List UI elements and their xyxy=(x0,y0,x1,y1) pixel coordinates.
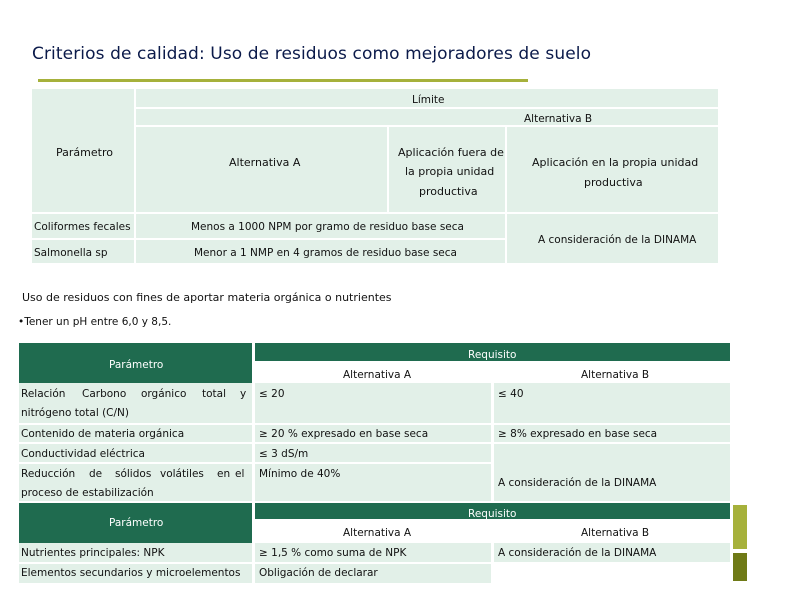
t2-row1-param-line2: nitrógeno total (C/N) xyxy=(21,407,130,419)
t3-row1-param: Nutrientes principales: NPK xyxy=(21,547,165,559)
t2-row1-word: Carbono xyxy=(82,388,127,400)
t1-aplic-fuera-line1: Aplicación fuera de xyxy=(398,146,504,159)
t2-row4-word: sólidos xyxy=(115,468,152,480)
t2-row4-a: Mínimo de 40% xyxy=(259,468,341,480)
t2-row1-b-cell xyxy=(494,383,730,423)
t3-alt-b: Alternativa B xyxy=(581,527,650,539)
t2-row3-a: ≤ 3 dS/m xyxy=(259,448,309,460)
t2-row4-b: A consideración de la DINAMA xyxy=(498,477,657,489)
page-title: Criterios de calidad: Uso de residuos como mejoradores de suelo xyxy=(32,44,592,64)
t1-row1-param: Coliformes fecales xyxy=(34,221,131,233)
t2-row1-b: ≤ 40 xyxy=(498,388,524,400)
t2-row1-a: ≤ 20 xyxy=(259,388,285,400)
t3-subheader-bg xyxy=(255,519,730,543)
t2-row2-b: ≥ 8% expresado en base seca xyxy=(498,428,658,440)
t1-altb-cell xyxy=(136,109,718,125)
t1-alternativa-b: Alternativa B xyxy=(524,113,593,125)
ph-bullet: •Tener un pH entre 6,0 y 8,5. xyxy=(18,316,172,328)
accent-bar-dark-olive xyxy=(733,553,747,581)
t2-row4-word: de xyxy=(89,468,103,480)
t2-row4-word: volátiles xyxy=(160,468,204,480)
t2-row1-word: total xyxy=(202,388,227,400)
t1-aplic-propia-line2: productiva xyxy=(584,176,643,189)
t1-row1-value: Menos a 1000 NPM por gramo de residuo base seca xyxy=(191,221,464,233)
t2-row1-word: orgánico xyxy=(141,388,187,400)
t1-propia-cell xyxy=(507,127,718,212)
t1-aplic-fuera-line2: la propia unidad xyxy=(405,165,495,178)
section2-heading: Uso de residuos con fines de aportar materia orgánica o nutrientes xyxy=(22,291,392,304)
t2-row4-word: Reducción xyxy=(21,468,76,480)
t2-requisito: Requisito xyxy=(468,349,517,361)
t3-row2-a: Obligación de declarar xyxy=(259,567,378,579)
t3-alt-a: Alternativa A xyxy=(343,527,412,539)
accent-bar-olive xyxy=(733,505,747,549)
t2-row2-a: ≥ 20 % expresado en base seca xyxy=(259,428,429,440)
t2-row34-b-cell xyxy=(494,444,730,501)
t1-dinama: A consideración de la DINAMA xyxy=(538,234,697,246)
t2-subheader-bg xyxy=(255,361,730,383)
t2-row1-a-cell xyxy=(255,383,491,423)
t1-aplic-propia-line1: Aplicación en la propia unidad xyxy=(532,156,699,169)
t1-row2-param: Salmonella sp xyxy=(34,247,108,259)
t3-row1-b: A consideración de la DINAMA xyxy=(498,547,657,559)
t3-row1-a: ≥ 1,5 % como suma de NPK xyxy=(259,547,407,559)
t2-row4-word: en xyxy=(217,468,231,480)
t1-parametro: Parámetro xyxy=(56,146,113,159)
t2-row3-param: Conductividad eléctrica xyxy=(21,448,145,460)
t3-row2-param: Elementos secundarios y microelementos xyxy=(21,567,241,579)
t2-alt-b: Alternativa B xyxy=(581,369,650,381)
t2-row1-word: y xyxy=(240,388,247,400)
t2-parametro: Parámetro xyxy=(109,359,164,371)
t3-parametro: Parámetro xyxy=(109,517,164,529)
t2-row2-param: Contenido de materia orgánica xyxy=(21,428,185,440)
t3-requisito: Requisito xyxy=(468,508,517,520)
t1-aplic-fuera-line3: productiva xyxy=(419,185,478,198)
t1-limite: Límite xyxy=(412,94,445,106)
title-underline xyxy=(38,79,528,82)
t2-alt-a: Alternativa A xyxy=(343,369,412,381)
t1-alta-cell xyxy=(136,127,387,212)
t1-row2-value: Menor a 1 NMP en 4 gramos de residuo base seca xyxy=(194,247,457,259)
t2-row4-word: el xyxy=(235,468,245,480)
t2-row4-param-line2: proceso de estabilización xyxy=(21,487,154,499)
t1-alternativa-a: Alternativa A xyxy=(229,156,301,169)
t2-row1-word: Relación xyxy=(21,388,66,400)
